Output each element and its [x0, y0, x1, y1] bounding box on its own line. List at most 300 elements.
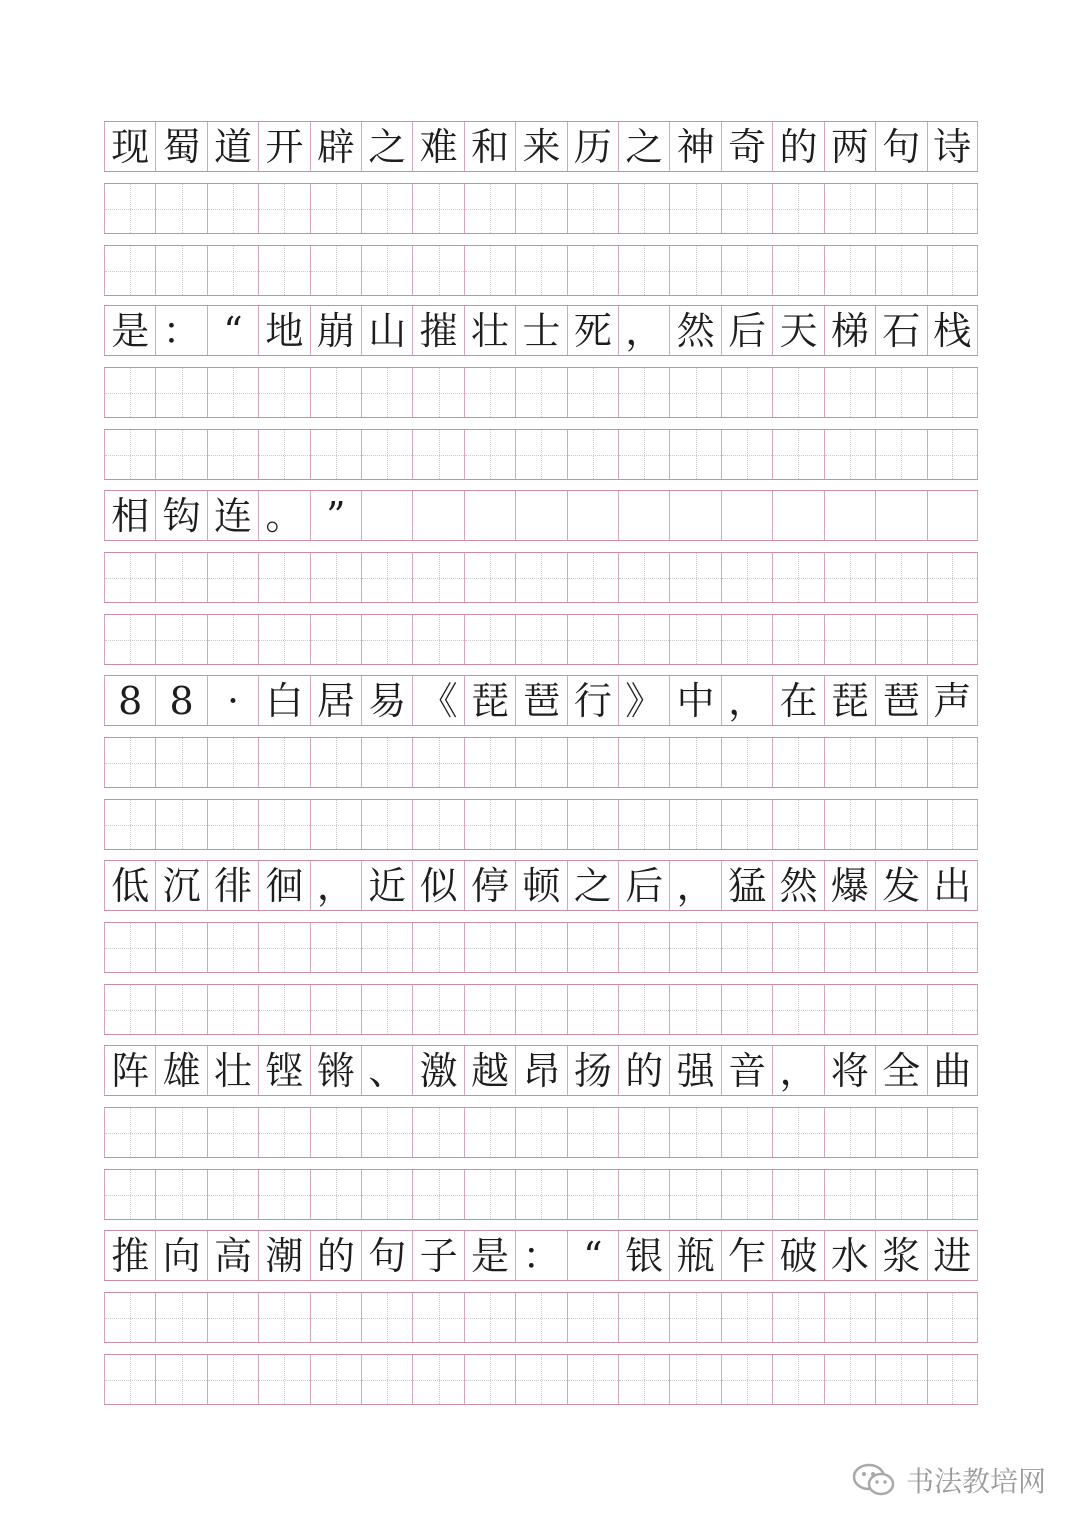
practice-cell	[412, 615, 463, 664]
char-cell: ，	[618, 306, 669, 355]
char-cell: 全	[875, 1046, 926, 1095]
practice-cell	[721, 1355, 772, 1404]
practice-cell	[412, 246, 463, 295]
char-cell: 然	[772, 861, 823, 910]
text-row	[104, 860, 978, 911]
practice-cell	[567, 800, 618, 849]
practice-cell	[927, 430, 978, 479]
practice-cell	[464, 1170, 515, 1219]
char-cell: 昂	[515, 1046, 566, 1095]
char-cell: 相	[104, 491, 155, 540]
practice-cell	[618, 1293, 669, 1342]
practice-cell	[155, 246, 206, 295]
practice-cell	[618, 738, 669, 787]
practice-row	[104, 429, 978, 480]
practice-cell	[258, 800, 309, 849]
practice-cell	[361, 738, 412, 787]
practice-cell	[207, 985, 258, 1034]
practice-cell	[618, 430, 669, 479]
char-cell: 声	[927, 676, 978, 725]
practice-cell	[875, 553, 926, 602]
practice-cell	[310, 246, 361, 295]
practice-cell	[669, 430, 720, 479]
practice-cell	[515, 615, 566, 664]
practice-cell	[669, 800, 720, 849]
practice-cell	[310, 985, 361, 1034]
practice-cell	[361, 1355, 412, 1404]
char-cell: 。	[258, 491, 309, 540]
practice-cell	[515, 985, 566, 1034]
practice-cell	[567, 738, 618, 787]
char-cell: 然	[669, 306, 720, 355]
practice-cell	[669, 1108, 720, 1157]
practice-cell	[515, 1108, 566, 1157]
empty-cell	[721, 491, 772, 540]
char-cell: 神	[669, 122, 720, 171]
empty-cell	[875, 491, 926, 540]
practice-cell	[567, 1355, 618, 1404]
practice-cell	[618, 615, 669, 664]
char-cell: 居	[310, 676, 361, 725]
practice-cell	[824, 985, 875, 1034]
practice-cell	[104, 1108, 155, 1157]
practice-cell	[875, 1355, 926, 1404]
practice-cell	[721, 430, 772, 479]
practice-cell	[207, 738, 258, 787]
char-cell: 琵	[824, 676, 875, 725]
practice-cell	[721, 1293, 772, 1342]
practice-cell	[927, 800, 978, 849]
practice-cell	[515, 184, 566, 233]
practice-cell	[207, 368, 258, 417]
practice-cell	[772, 615, 823, 664]
char-cell: 壮	[464, 306, 515, 355]
practice-cell	[104, 430, 155, 479]
practice-cell	[258, 1293, 309, 1342]
practice-cell	[567, 430, 618, 479]
empty-cell	[361, 491, 412, 540]
practice-cell	[155, 1170, 206, 1219]
char-cell: 死	[567, 306, 618, 355]
char-cell: 天	[772, 306, 823, 355]
practice-row	[104, 799, 978, 850]
char-cell: 中	[669, 676, 720, 725]
practice-cell	[567, 1293, 618, 1342]
practice-cell	[515, 368, 566, 417]
practice-cell	[772, 1170, 823, 1219]
practice-cell	[927, 1108, 978, 1157]
practice-cell	[824, 615, 875, 664]
char-cell: 进	[927, 1231, 978, 1280]
practice-cell	[824, 184, 875, 233]
char-cell: 地	[258, 306, 309, 355]
practice-row	[104, 922, 978, 973]
char-cell: 奇	[721, 122, 772, 171]
char-cell: 和	[464, 122, 515, 171]
practice-cell	[927, 1355, 978, 1404]
practice-cell	[464, 985, 515, 1034]
char-cell: 越	[464, 1046, 515, 1095]
practice-cell	[772, 1355, 823, 1404]
char-cell: 钩	[155, 491, 206, 540]
char-cell: 栈	[927, 306, 978, 355]
practice-cell	[207, 800, 258, 849]
practice-cell	[927, 368, 978, 417]
char-cell: 银	[618, 1231, 669, 1280]
practice-cell	[361, 1293, 412, 1342]
practice-cell	[310, 1355, 361, 1404]
watermark	[852, 1460, 1046, 1500]
practice-cell	[927, 246, 978, 295]
char-cell: 似	[412, 861, 463, 910]
char-cell: 崩	[310, 306, 361, 355]
practice-cell	[310, 368, 361, 417]
char-cell: 开	[258, 122, 309, 171]
char-cell: 行	[567, 676, 618, 725]
practice-cell	[155, 368, 206, 417]
char-cell: 两	[824, 122, 875, 171]
practice-cell	[772, 246, 823, 295]
practice-cell	[310, 1170, 361, 1219]
practice-cell	[155, 738, 206, 787]
practice-cell	[207, 1355, 258, 1404]
char-cell: 《	[412, 676, 463, 725]
text-row	[104, 1230, 978, 1281]
practice-cell	[567, 615, 618, 664]
practice-cell	[155, 1355, 206, 1404]
practice-cell	[618, 246, 669, 295]
practice-cell	[464, 800, 515, 849]
practice-cell	[361, 985, 412, 1034]
practice-cell	[721, 184, 772, 233]
practice-cell	[669, 184, 720, 233]
practice-cell	[258, 1108, 309, 1157]
practice-cell	[772, 923, 823, 972]
watermark-text: 书法教培网	[905, 1465, 1046, 1498]
practice-row	[104, 1107, 978, 1158]
char-cell: ”	[310, 491, 361, 540]
char-cell: 现	[104, 122, 155, 171]
practice-cell	[669, 923, 720, 972]
practice-cell	[310, 553, 361, 602]
empty-cell	[824, 491, 875, 540]
practice-cell	[669, 1170, 720, 1219]
practice-cell	[515, 553, 566, 602]
practice-cell	[669, 553, 720, 602]
char-cell: 诗	[927, 122, 978, 171]
practice-cell	[824, 1293, 875, 1342]
practice-cell	[361, 184, 412, 233]
char-cell: 8	[104, 676, 155, 725]
practice-cell	[464, 1355, 515, 1404]
practice-cell	[310, 1293, 361, 1342]
char-cell: 历	[567, 122, 618, 171]
practice-cell	[464, 615, 515, 664]
char-cell: 蜀	[155, 122, 206, 171]
practice-cell	[669, 246, 720, 295]
practice-cell	[258, 738, 309, 787]
practice-cell	[258, 184, 309, 233]
practice-cell	[875, 1108, 926, 1157]
char-cell: 8	[155, 676, 206, 725]
practice-cell	[361, 1108, 412, 1157]
practice-cell	[567, 923, 618, 972]
practice-cell	[515, 923, 566, 972]
practice-cell	[207, 553, 258, 602]
practice-cell	[875, 368, 926, 417]
practice-cell	[361, 553, 412, 602]
char-cell: 徘	[207, 861, 258, 910]
char-cell: 》	[618, 676, 669, 725]
char-cell: 向	[155, 1231, 206, 1280]
char-cell: 曲	[927, 1046, 978, 1095]
practice-cell	[104, 368, 155, 417]
practice-cell	[721, 800, 772, 849]
practice-cell	[361, 368, 412, 417]
practice-cell	[104, 1170, 155, 1219]
char-cell: 将	[824, 1046, 875, 1095]
practice-cell	[669, 1355, 720, 1404]
practice-cell	[361, 923, 412, 972]
char-cell: 推	[104, 1231, 155, 1280]
practice-cell	[258, 615, 309, 664]
practice-cell	[207, 1108, 258, 1157]
char-cell: 的	[310, 1231, 361, 1280]
practice-row	[104, 552, 978, 603]
practice-cell	[927, 184, 978, 233]
char-cell: 沉	[155, 861, 206, 910]
char-cell: 顿	[515, 861, 566, 910]
practice-cell	[104, 985, 155, 1034]
practice-cell	[927, 553, 978, 602]
char-cell: 猛	[721, 861, 772, 910]
char-cell: 在	[772, 676, 823, 725]
char-cell: 潮	[258, 1231, 309, 1280]
practice-cell	[155, 1108, 206, 1157]
practice-row	[104, 984, 978, 1035]
text-row	[104, 305, 978, 356]
practice-cell	[772, 800, 823, 849]
char-cell: 的	[618, 1046, 669, 1095]
char-cell: 停	[464, 861, 515, 910]
practice-cell	[361, 246, 412, 295]
practice-cell	[772, 184, 823, 233]
practice-cell	[310, 184, 361, 233]
practice-cell	[618, 800, 669, 849]
practice-cell	[361, 1170, 412, 1219]
char-cell: 句	[875, 122, 926, 171]
practice-cell	[721, 246, 772, 295]
practice-row	[104, 1292, 978, 1343]
practice-cell	[567, 1170, 618, 1219]
practice-cell	[772, 368, 823, 417]
practice-cell	[412, 553, 463, 602]
practice-cell	[875, 985, 926, 1034]
practice-cell	[824, 1355, 875, 1404]
practice-cell	[412, 1293, 463, 1342]
practice-cell	[618, 1108, 669, 1157]
char-cell: 之	[567, 861, 618, 910]
char-cell: ，	[721, 676, 772, 725]
practice-cell	[310, 615, 361, 664]
practice-cell	[567, 985, 618, 1034]
practice-cell	[515, 246, 566, 295]
practice-cell	[155, 923, 206, 972]
practice-cell	[875, 1170, 926, 1219]
char-cell: 易	[361, 676, 412, 725]
char-cell: 后	[721, 306, 772, 355]
char-cell: 道	[207, 122, 258, 171]
practice-cell	[412, 985, 463, 1034]
practice-row	[104, 614, 978, 665]
char-cell: 子	[412, 1231, 463, 1280]
char-cell: 难	[412, 122, 463, 171]
char-cell: 石	[875, 306, 926, 355]
practice-cell	[412, 430, 463, 479]
practice-cell	[258, 246, 309, 295]
char-cell: 音	[721, 1046, 772, 1095]
practice-cell	[207, 1170, 258, 1219]
char-cell: 发	[875, 861, 926, 910]
char-cell: 低	[104, 861, 155, 910]
practice-cell	[824, 430, 875, 479]
practice-cell	[721, 553, 772, 602]
practice-cell	[464, 923, 515, 972]
practice-cell	[567, 184, 618, 233]
char-cell: ，	[310, 861, 361, 910]
practice-cell	[618, 1355, 669, 1404]
char-cell: 水	[824, 1231, 875, 1280]
practice-cell	[104, 1293, 155, 1342]
practice-cell	[258, 368, 309, 417]
practice-cell	[258, 985, 309, 1034]
practice-cell	[772, 985, 823, 1034]
practice-cell	[258, 1355, 309, 1404]
char-cell: 梯	[824, 306, 875, 355]
empty-cell	[927, 491, 978, 540]
practice-cell	[310, 1108, 361, 1157]
char-cell: 山	[361, 306, 412, 355]
char-cell: 辟	[310, 122, 361, 171]
practice-cell	[207, 923, 258, 972]
practice-cell	[155, 553, 206, 602]
practice-cell	[104, 923, 155, 972]
practice-cell	[721, 985, 772, 1034]
char-cell: “	[207, 306, 258, 355]
practice-cell	[207, 246, 258, 295]
char-cell: 琶	[515, 676, 566, 725]
practice-cell	[515, 738, 566, 787]
practice-cell	[412, 1108, 463, 1157]
practice-cell	[310, 738, 361, 787]
practice-row	[104, 183, 978, 234]
char-cell: 连	[207, 491, 258, 540]
practice-cell	[721, 738, 772, 787]
practice-cell	[669, 615, 720, 664]
char-cell: 士	[515, 306, 566, 355]
practice-cell	[515, 1355, 566, 1404]
practice-cell	[104, 184, 155, 233]
practice-cell	[875, 923, 926, 972]
char-cell: 近	[361, 861, 412, 910]
char-cell: “	[567, 1231, 618, 1280]
char-cell: 后	[618, 861, 669, 910]
practice-cell	[875, 615, 926, 664]
practice-cell	[772, 738, 823, 787]
practice-cell	[412, 368, 463, 417]
text-row	[104, 1045, 978, 1096]
char-cell: 的	[772, 122, 823, 171]
practice-cell	[464, 553, 515, 602]
practice-cell	[104, 246, 155, 295]
practice-cell	[207, 184, 258, 233]
practice-cell	[875, 738, 926, 787]
practice-cell	[824, 246, 875, 295]
practice-cell	[824, 1170, 875, 1219]
practice-cell	[875, 800, 926, 849]
practice-cell	[104, 738, 155, 787]
practice-cell	[772, 430, 823, 479]
practice-cell	[515, 430, 566, 479]
practice-cell	[567, 246, 618, 295]
empty-cell	[618, 491, 669, 540]
char-cell: ，	[669, 861, 720, 910]
practice-cell	[618, 985, 669, 1034]
char-cell: 乍	[721, 1231, 772, 1280]
empty-cell	[515, 491, 566, 540]
char-cell: 徊	[258, 861, 309, 910]
practice-cell	[361, 430, 412, 479]
practice-cell	[669, 368, 720, 417]
practice-cell	[669, 985, 720, 1034]
char-cell: 阵	[104, 1046, 155, 1095]
practice-cell	[618, 184, 669, 233]
char-cell: 是	[464, 1231, 515, 1280]
char-cell: 激	[412, 1046, 463, 1095]
practice-cell	[824, 738, 875, 787]
char-cell: 高	[207, 1231, 258, 1280]
practice-cell	[464, 1108, 515, 1157]
practice-cell	[515, 800, 566, 849]
char-cell: 爆	[824, 861, 875, 910]
text-row	[104, 121, 978, 172]
practice-cell	[412, 1170, 463, 1219]
practice-cell	[721, 1170, 772, 1219]
practice-cell	[104, 800, 155, 849]
practice-cell	[464, 184, 515, 233]
practice-cell	[772, 1108, 823, 1157]
char-cell: ：	[155, 306, 206, 355]
practice-row	[104, 1169, 978, 1220]
practice-cell	[515, 1293, 566, 1342]
char-cell: 、	[361, 1046, 412, 1095]
empty-cell	[772, 491, 823, 540]
practice-cell	[361, 800, 412, 849]
char-cell: 扬	[567, 1046, 618, 1095]
practice-cell	[310, 923, 361, 972]
practice-cell	[927, 985, 978, 1034]
practice-cell	[155, 800, 206, 849]
practice-cell	[824, 553, 875, 602]
practice-cell	[412, 1355, 463, 1404]
char-cell: 出	[927, 861, 978, 910]
char-cell: 之	[618, 122, 669, 171]
char-cell: 壮	[207, 1046, 258, 1095]
practice-cell	[875, 430, 926, 479]
char-cell: 铿	[258, 1046, 309, 1095]
practice-cell	[515, 1170, 566, 1219]
char-cell: 来	[515, 122, 566, 171]
